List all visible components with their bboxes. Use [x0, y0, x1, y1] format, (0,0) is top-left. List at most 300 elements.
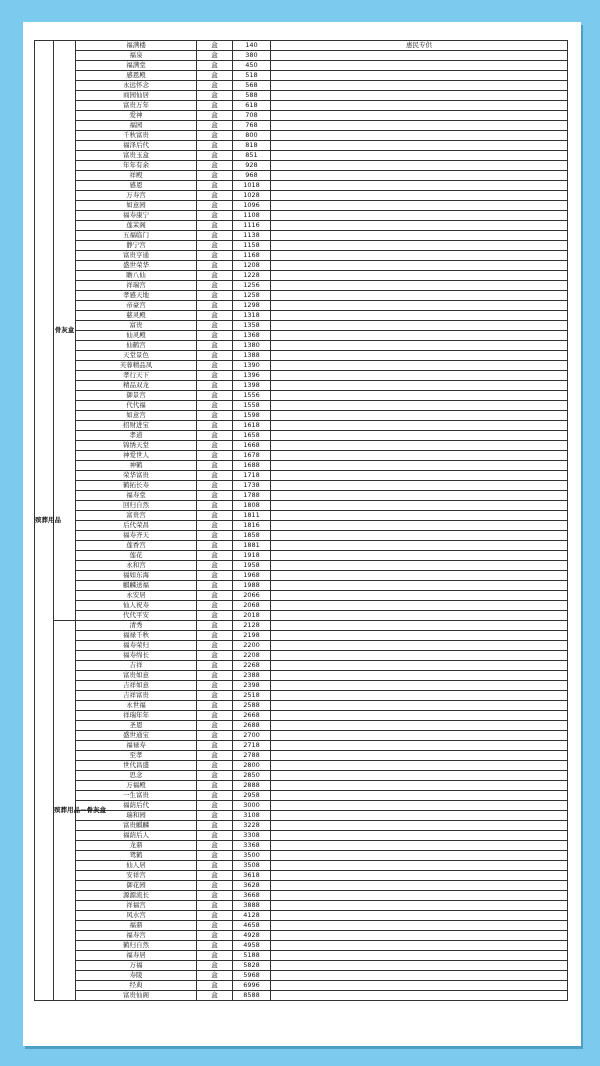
item-note [271, 721, 568, 731]
item-name: 圣恩 [76, 721, 197, 731]
table-row [35, 691, 568, 701]
item-unit: 盒 [197, 311, 233, 321]
table-row [35, 341, 568, 351]
table-row [35, 271, 568, 281]
table-row [35, 581, 568, 591]
item-price: 5968 [233, 971, 271, 981]
item-note [271, 631, 568, 641]
item-unit: 盒 [197, 391, 233, 401]
table-row [35, 741, 568, 751]
item-unit: 盒 [197, 891, 233, 901]
item-unit: 盒 [197, 261, 233, 271]
item-unit: 盒 [197, 841, 233, 851]
table-row [35, 771, 568, 781]
item-name: 盛世荣华 [76, 261, 197, 271]
item-name: 孝行天下 [76, 371, 197, 381]
item-unit: 盒 [197, 171, 233, 181]
item-price: 568 [233, 81, 271, 91]
item-name: 富贵仙阁 [76, 991, 197, 1001]
item-price: 1318 [233, 311, 271, 321]
item-price: 4128 [233, 911, 271, 921]
price-table [34, 40, 568, 1001]
item-price: 2388 [233, 671, 271, 681]
item-unit: 盒 [197, 221, 233, 231]
item-price: 380 [233, 51, 271, 61]
item-price: 1028 [233, 191, 271, 201]
item-note [271, 351, 568, 361]
item-unit: 盒 [197, 731, 233, 741]
item-note [271, 651, 568, 661]
item-unit: 盒 [197, 211, 233, 221]
table-row [35, 61, 568, 71]
item-unit: 盒 [197, 771, 233, 781]
item-name: 静宁宫 [76, 241, 197, 251]
item-note [271, 431, 568, 441]
item-price: 518 [233, 71, 271, 81]
item-note [271, 381, 568, 391]
table-row [35, 951, 568, 961]
group-cell: 殡葬用品－骨灰盒 [54, 621, 76, 1001]
item-unit: 盒 [197, 431, 233, 441]
item-unit: 盒 [197, 821, 233, 831]
item-note [271, 601, 568, 611]
item-name: 祥瑞宫 [76, 281, 197, 291]
price-table-body [35, 41, 568, 1001]
item-price: 450 [233, 61, 271, 71]
item-unit: 盒 [197, 131, 233, 141]
item-note [271, 991, 568, 1001]
item-name: 福满楼 [76, 41, 197, 51]
item-price: 1618 [233, 421, 271, 431]
item-name: 福泽后代 [76, 141, 197, 151]
item-unit: 盒 [197, 961, 233, 971]
item-name: 如意宫 [76, 411, 197, 421]
item-name: 后代荣昌 [76, 521, 197, 531]
item-unit: 盒 [197, 461, 233, 471]
table-row [35, 811, 568, 821]
item-note [271, 971, 568, 981]
item-price: 2068 [233, 601, 271, 611]
table-row [35, 891, 568, 901]
item-price: 2718 [233, 741, 271, 751]
item-note [271, 591, 568, 601]
item-price: 1298 [233, 301, 271, 311]
item-name: 五福临门 [76, 231, 197, 241]
item-note [271, 751, 568, 761]
item-note [271, 391, 568, 401]
item-price: 2688 [233, 721, 271, 731]
item-name: 鹤拓长寿 [76, 481, 197, 491]
item-note [271, 731, 568, 741]
item-price: 2668 [233, 711, 271, 721]
item-price: 2128 [233, 621, 271, 631]
item-price: 1788 [233, 491, 271, 501]
item-price: 5188 [233, 951, 271, 961]
item-name: 如意园 [76, 201, 197, 211]
item-name: 鹤归自然 [76, 941, 197, 951]
item-price: 1811 [233, 511, 271, 521]
item-unit: 盒 [197, 451, 233, 461]
item-name: 福禄千秋 [76, 631, 197, 641]
item-note [271, 511, 568, 521]
item-note [271, 371, 568, 381]
item-unit: 盒 [197, 931, 233, 941]
item-unit: 盒 [197, 561, 233, 571]
table-row [35, 821, 568, 831]
group-cell: 骨灰盒 [54, 41, 76, 621]
table-row [35, 881, 568, 891]
item-unit: 盒 [197, 281, 233, 291]
item-unit: 盒 [197, 801, 233, 811]
item-name: 福鼎 [76, 921, 197, 931]
item-name: 经典 [76, 981, 197, 991]
item-unit: 盒 [197, 361, 233, 371]
item-price: 1658 [233, 431, 271, 441]
item-note [271, 921, 568, 931]
item-price: 4958 [233, 941, 271, 951]
item-note [271, 141, 568, 151]
item-note [271, 231, 568, 241]
item-note [271, 91, 568, 101]
table-row [35, 611, 568, 621]
item-unit: 盒 [197, 591, 233, 601]
table-row [35, 491, 568, 501]
item-note [271, 891, 568, 901]
item-note [271, 641, 568, 651]
item-note [271, 741, 568, 751]
item-unit: 盒 [197, 61, 233, 71]
item-name: 祥瑞年年 [76, 711, 197, 721]
item-note [271, 211, 568, 221]
item-price: 3108 [233, 811, 271, 821]
item-name: 源源流长 [76, 891, 197, 901]
item-name: 清秀 [76, 621, 197, 631]
item-unit: 盒 [197, 551, 233, 561]
item-unit: 盒 [197, 661, 233, 671]
item-unit: 盒 [197, 671, 233, 681]
table-row [35, 41, 568, 51]
item-unit: 盒 [197, 951, 233, 961]
item-price: 588 [233, 91, 271, 101]
table-row [35, 791, 568, 801]
table-row [35, 121, 568, 131]
table-row [35, 311, 568, 321]
table-row [35, 561, 568, 571]
item-name: 福寿堂 [76, 491, 197, 501]
item-unit: 盒 [197, 761, 233, 771]
item-price: 1738 [233, 481, 271, 491]
table-row [35, 551, 568, 561]
item-price: 8588 [233, 991, 271, 1001]
item-price: 1208 [233, 261, 271, 271]
item-name: 御景宫 [76, 391, 197, 401]
item-name: 天堂景色 [76, 351, 197, 361]
item-name: 神爱世人 [76, 451, 197, 461]
item-note [271, 821, 568, 831]
table-row [35, 161, 568, 171]
item-note [271, 701, 568, 711]
item-name: 招财进宝 [76, 421, 197, 431]
item-unit: 盒 [197, 601, 233, 611]
table-row [35, 371, 568, 381]
item-price: 1808 [233, 501, 271, 511]
item-note [271, 191, 568, 201]
item-name: 代代福 [76, 401, 197, 411]
item-unit: 盒 [197, 321, 233, 331]
item-unit: 盒 [197, 741, 233, 751]
item-name: 莲茉阁 [76, 221, 197, 231]
item-price: 800 [233, 131, 271, 141]
item-price: 2700 [233, 731, 271, 741]
table-row [35, 861, 568, 871]
category-cell: 殡葬用品 [35, 41, 54, 1001]
item-name: 富贵 [76, 321, 197, 331]
item-unit: 盒 [197, 471, 233, 481]
item-unit: 盒 [197, 941, 233, 951]
item-note [271, 251, 568, 261]
item-unit: 盒 [197, 921, 233, 931]
table-row [35, 931, 568, 941]
table-row [35, 461, 568, 471]
item-name: 孝感天地 [76, 291, 197, 301]
item-price: 1158 [233, 241, 271, 251]
table-row [35, 431, 568, 441]
item-name: 吉祥 [76, 661, 197, 671]
table-row [35, 911, 568, 921]
item-name: 万福殿 [76, 781, 197, 791]
item-unit: 盒 [197, 631, 233, 641]
item-price: 1096 [233, 201, 271, 211]
item-unit: 盒 [197, 121, 233, 131]
table-row [35, 221, 568, 231]
item-unit: 盒 [197, 501, 233, 511]
item-note [271, 71, 568, 81]
item-name: 感恩 [76, 181, 197, 191]
table-row [35, 651, 568, 661]
item-name: 爱神 [76, 111, 197, 121]
item-note [271, 331, 568, 341]
item-price: 2066 [233, 591, 271, 601]
item-unit: 盒 [197, 991, 233, 1001]
item-note [271, 361, 568, 371]
item-name: 富贵麒麟 [76, 821, 197, 831]
item-price: 2268 [233, 661, 271, 671]
item-price: 2208 [233, 651, 271, 661]
item-price: 2588 [233, 701, 271, 711]
item-note [271, 311, 568, 321]
item-note [271, 771, 568, 781]
item-name: 龙鼎 [76, 841, 197, 851]
item-name: 永远怀念 [76, 81, 197, 91]
item-note [271, 531, 568, 541]
table-row [35, 211, 568, 221]
item-unit: 盒 [197, 701, 233, 711]
table-row [35, 351, 568, 361]
table-row [35, 171, 568, 181]
item-unit: 盒 [197, 721, 233, 731]
item-name: 帝豪宫 [76, 301, 197, 311]
item-unit: 盒 [197, 781, 233, 791]
item-name: 风水宫 [76, 911, 197, 921]
table-row [35, 201, 568, 211]
table-row [35, 761, 568, 771]
item-name: 感恩殿 [76, 71, 197, 81]
item-unit: 盒 [197, 651, 233, 661]
item-price: 1958 [233, 561, 271, 571]
item-name: 福禄寿 [76, 741, 197, 751]
item-price: 1858 [233, 531, 271, 541]
item-note [271, 161, 568, 171]
item-unit: 盒 [197, 791, 233, 801]
table-row [35, 571, 568, 581]
item-name: 永和宫 [76, 561, 197, 571]
item-unit: 盒 [197, 481, 233, 491]
item-unit: 盒 [197, 141, 233, 151]
item-name: 至孝 [76, 751, 197, 761]
item-note [271, 221, 568, 231]
table-row [35, 641, 568, 651]
item-name: 永安居 [76, 591, 197, 601]
table-row [35, 521, 568, 531]
table-row [35, 81, 568, 91]
item-price: 2018 [233, 611, 271, 621]
item-note [271, 561, 568, 571]
item-unit: 盒 [197, 541, 233, 551]
item-name: 世代昌盛 [76, 761, 197, 771]
item-note [271, 961, 568, 971]
table-row [35, 601, 568, 611]
item-name: 莲花 [76, 551, 197, 561]
item-name: 富贵亨通 [76, 251, 197, 261]
item-unit: 盒 [197, 201, 233, 211]
table-row [35, 181, 568, 191]
item-name: 孝道 [76, 431, 197, 441]
item-price: 1018 [233, 181, 271, 191]
item-name: 鸳鹤 [76, 851, 197, 861]
item-note [271, 291, 568, 301]
item-note [271, 931, 568, 941]
item-unit: 盒 [197, 191, 233, 201]
table-row [35, 251, 568, 261]
item-unit: 盒 [197, 251, 233, 261]
item-price: 2888 [233, 781, 271, 791]
item-name: 福园 [76, 121, 197, 131]
table-row [35, 391, 568, 401]
item-unit: 盒 [197, 161, 233, 171]
table-row [35, 511, 568, 521]
item-unit: 盒 [197, 231, 233, 241]
item-price: 1816 [233, 521, 271, 531]
item-name: 寿陵 [76, 971, 197, 981]
item-unit: 盒 [197, 881, 233, 891]
table-row [35, 71, 568, 81]
item-name: 仙人祝寿 [76, 601, 197, 611]
item-unit: 盒 [197, 71, 233, 81]
table-row [35, 591, 568, 601]
table-row [35, 721, 568, 731]
item-name: 精品双龙 [76, 381, 197, 391]
item-unit: 盒 [197, 341, 233, 351]
item-price: 1598 [233, 411, 271, 421]
item-name: 一生富贵 [76, 791, 197, 801]
item-unit: 盒 [197, 421, 233, 431]
item-unit: 盒 [197, 901, 233, 911]
item-note [271, 201, 568, 211]
item-name: 富贵玉盒 [76, 151, 197, 161]
item-unit: 盒 [197, 971, 233, 981]
item-note [271, 481, 568, 491]
table-row [35, 541, 568, 551]
table-row [35, 381, 568, 391]
item-note [271, 121, 568, 131]
item-note [271, 951, 568, 961]
item-price: 1368 [233, 331, 271, 341]
item-name: 祥福宫 [76, 901, 197, 911]
table-row [35, 731, 568, 741]
table-row [35, 621, 568, 631]
table-row [35, 241, 568, 251]
item-unit: 盒 [197, 241, 233, 251]
table-row [35, 281, 568, 291]
table-row [35, 401, 568, 411]
table-row [35, 531, 568, 541]
item-name: 福寿齐天 [76, 531, 197, 541]
item-price: 1556 [233, 391, 271, 401]
item-unit: 盒 [197, 81, 233, 91]
item-note [271, 181, 568, 191]
table-row [35, 321, 568, 331]
item-note [271, 301, 568, 311]
item-name: 吉祥如意 [76, 681, 197, 691]
item-name: 富贵万年 [76, 101, 197, 111]
table-row [35, 841, 568, 851]
table-row [35, 151, 568, 161]
item-note [271, 241, 568, 251]
item-note [271, 401, 568, 411]
item-note [271, 171, 568, 181]
item-note [271, 981, 568, 991]
item-unit: 盒 [197, 181, 233, 191]
table-row [35, 101, 568, 111]
item-note [271, 851, 568, 861]
item-name: 福寿宫 [76, 931, 197, 941]
item-price: 1380 [233, 341, 271, 351]
item-note [271, 571, 568, 581]
item-price: 3508 [233, 861, 271, 871]
table-row [35, 781, 568, 791]
item-unit: 盒 [197, 831, 233, 841]
table-row [35, 901, 568, 911]
table-row [35, 451, 568, 461]
item-price: 3308 [233, 831, 271, 841]
item-unit: 盒 [197, 51, 233, 61]
item-note [271, 341, 568, 351]
item-name: 盛世通宝 [76, 731, 197, 741]
table-row [35, 681, 568, 691]
item-note [271, 911, 568, 921]
item-price: 1358 [233, 321, 271, 331]
item-name: 千秋富贵 [76, 131, 197, 141]
item-note [271, 811, 568, 821]
table-row [35, 481, 568, 491]
item-unit: 盒 [197, 381, 233, 391]
table-row [35, 301, 568, 311]
item-price: 1390 [233, 361, 271, 371]
table-row [35, 441, 568, 451]
item-note [271, 471, 568, 481]
table-row [35, 921, 568, 931]
item-unit: 盒 [197, 851, 233, 861]
